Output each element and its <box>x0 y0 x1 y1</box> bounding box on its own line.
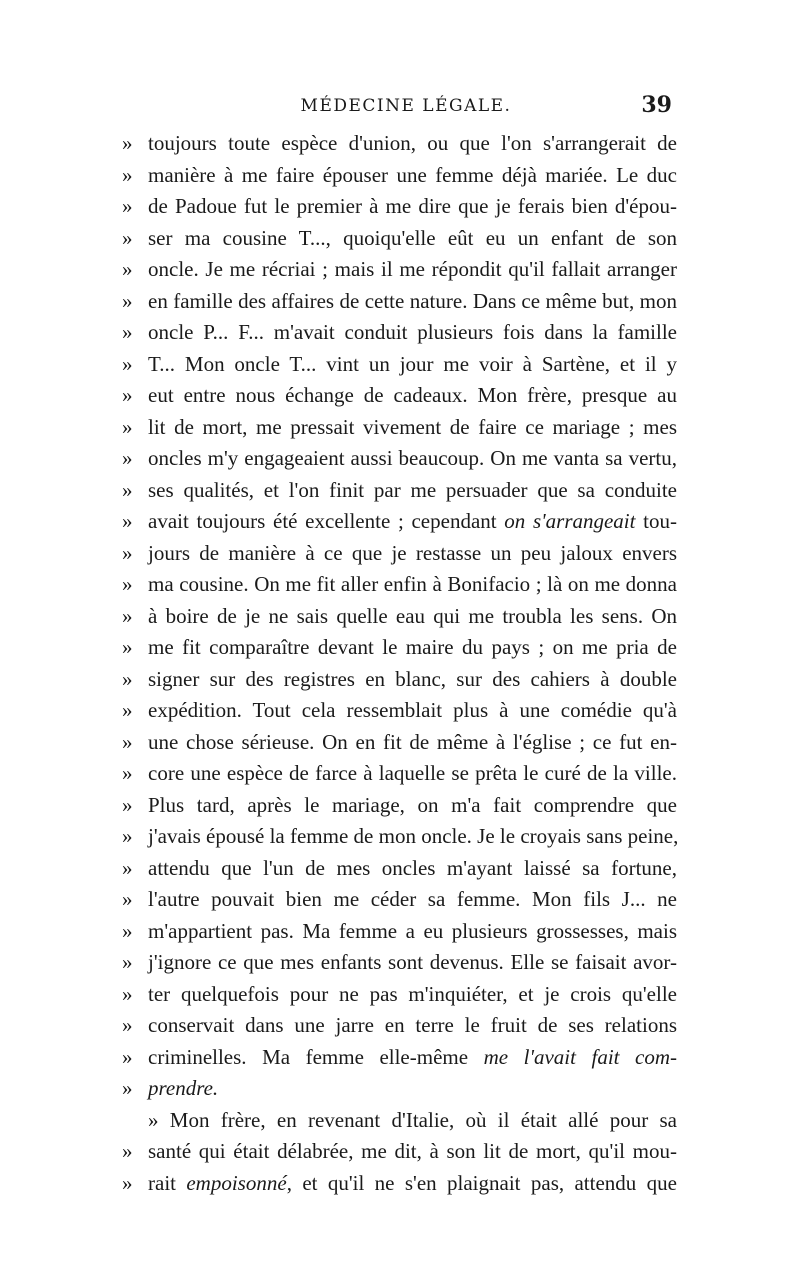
quote-mark: » <box>122 887 133 911</box>
quote-mark: » <box>122 1044 133 1069</box>
text-segment: ser ma cousine T..., quoiqu'elle eût eu un enfant de son <box>148 225 677 250</box>
quote-mark: » <box>122 824 133 848</box>
text-segment: signer sur des registres en blanc, sur des cahiers à double <box>148 666 677 691</box>
quote-mark: » <box>122 603 133 628</box>
text-segment: j'ignore ce que mes enfants sont devenus. Elle se faisait avor- <box>148 950 677 974</box>
text-line <box>122 821 677 853</box>
quote-mark: » <box>122 1076 133 1100</box>
line-text <box>148 380 677 412</box>
line-text <box>148 317 677 349</box>
text-segment: » Mon frère, en revenant d'Italie, où il était allé pour sa <box>148 1107 677 1132</box>
quote-mark: » <box>122 855 133 880</box>
line-text <box>148 1105 677 1137</box>
text-segment: en famille des affaires de cette nature. Dans ce même but, mon <box>148 288 677 313</box>
text-segment: oncle. Je me récriai ; mais il me répondit qu'il fallait arranger <box>148 257 677 281</box>
text-segment: tou- <box>635 509 677 533</box>
text-segment: eut entre nous échange de cadeaux. Mon frère, presque au <box>148 383 677 407</box>
line-text <box>148 884 677 916</box>
line-text <box>148 128 677 160</box>
text-segment: avait toujours été excellente ; cependant <box>148 509 505 533</box>
line-text <box>148 1168 677 1200</box>
italic-segment: prendre. <box>148 1076 219 1100</box>
text-line <box>122 790 677 822</box>
quote-mark: » <box>122 320 133 344</box>
quote-mark: » <box>122 729 133 754</box>
text-line <box>122 569 677 601</box>
text-segment: Plus tard, après le mariage, on m'a fait comprendre que <box>148 792 677 817</box>
text-line <box>122 223 677 255</box>
line-text <box>148 821 677 853</box>
text-segment: ma cousine. On me fit aller enfin à Bonifacio ; là on me donna <box>148 572 677 596</box>
text-line <box>122 160 677 192</box>
quote-mark: » <box>122 1170 133 1195</box>
quote-mark: » <box>122 1013 133 1037</box>
text-line <box>122 1042 677 1074</box>
line-text <box>148 286 677 318</box>
text-line <box>122 979 677 1011</box>
text-segment: à boire de je ne sais quelle eau qui me troubla les sens. On <box>148 603 677 628</box>
line-text <box>148 664 677 696</box>
quote-mark: » <box>122 509 133 533</box>
line-text <box>148 506 677 538</box>
text-line <box>122 916 677 948</box>
quote-mark: » <box>122 257 133 281</box>
quote-mark: » <box>122 981 133 1006</box>
page-header <box>140 92 672 122</box>
text-line <box>122 1073 677 1105</box>
quote-mark: » <box>122 288 133 313</box>
text-segment: core une espèce de farce à laquelle se prêta le curé de la ville. <box>148 761 677 785</box>
text-line <box>122 601 677 633</box>
page-number: 39 <box>641 92 672 118</box>
running-head: MÉDECINE LÉGALE. <box>300 96 512 116</box>
text-segment: ter quelquefois pour ne pas m'inquiéter, et je crois qu'elle <box>148 981 677 1006</box>
text-segment: santé qui était délabrée, me dit, à son lit de mort, qu'il mou- <box>148 1139 677 1163</box>
line-text <box>148 254 677 286</box>
line-text <box>148 475 677 507</box>
text-line <box>122 191 677 223</box>
line-text <box>148 1042 677 1074</box>
text-segment: attendu que l'un de mes oncles m'ayant laissé sa fortune, <box>148 855 677 880</box>
line-text <box>148 758 677 790</box>
quote-mark: » <box>122 162 133 187</box>
quote-mark: » <box>122 635 133 659</box>
quote-mark: » <box>122 540 133 565</box>
text-segment: me fit comparaître devant le maire du pays ; on me pria de <box>148 635 677 659</box>
quote-mark: » <box>122 225 133 250</box>
line-text <box>148 412 677 444</box>
text-segment: expédition. Tout cela ressemblait plus à une comédie qu'à <box>148 698 677 722</box>
text-line <box>122 947 677 979</box>
line-text <box>148 569 677 601</box>
italic-segment: on s'arrangeait <box>504 509 636 533</box>
text-line <box>122 475 677 507</box>
quote-mark: » <box>122 477 133 502</box>
text-segment: l'autre pouvait bien me céder sa femme. Mon fils J... ne <box>148 887 677 911</box>
line-text <box>148 191 677 223</box>
text-line <box>122 538 677 570</box>
text-segment: toujours toute espèce d'union, ou que l'on s'arrangerait de <box>148 131 677 155</box>
quote-mark: » <box>122 351 133 376</box>
quote-mark: » <box>122 950 133 974</box>
text-line <box>122 317 677 349</box>
body-text <box>122 128 677 1199</box>
text-line <box>122 412 677 444</box>
line-text <box>148 632 677 664</box>
quote-mark: » <box>122 1139 133 1163</box>
quote-mark: » <box>122 446 133 470</box>
text-segment: conservait dans une jarre en terre le fruit de ses relations <box>148 1013 677 1037</box>
line-text <box>148 601 677 633</box>
text-segment: jours de manière à ce que je restasse un peu jaloux envers <box>148 540 677 565</box>
text-segment: j'avais épousé la femme de mon oncle. Je le croyais sans peine, <box>148 824 679 848</box>
text-segment: , et qu'il ne s'en plaignait pas, attendu que <box>286 1170 677 1195</box>
text-line <box>122 695 677 727</box>
line-text <box>148 853 677 885</box>
text-line <box>122 443 677 475</box>
line-text <box>148 160 677 192</box>
text-segment: T... Mon oncle T... vint un jour me voir à Sartène, et il y <box>148 351 677 376</box>
line-text <box>148 223 677 255</box>
line-text <box>148 1010 677 1042</box>
line-text <box>148 947 677 979</box>
text-line <box>122 254 677 286</box>
line-text <box>148 695 677 727</box>
text-line <box>122 128 677 160</box>
italic-segment: me l'avait fait com- <box>483 1044 677 1069</box>
quote-mark: » <box>122 131 133 155</box>
quote-mark: » <box>122 572 133 596</box>
quote-mark: » <box>122 698 133 722</box>
text-line <box>122 664 677 696</box>
line-text <box>148 1136 677 1168</box>
line-text <box>148 790 677 822</box>
text-line <box>122 380 677 412</box>
italic-segment: empoisonné <box>186 1170 287 1195</box>
text-line <box>122 1010 677 1042</box>
quote-mark: » <box>122 792 133 817</box>
line-text <box>148 916 677 948</box>
quote-mark: » <box>122 414 133 439</box>
text-line <box>122 1136 677 1168</box>
quote-mark: » <box>122 383 133 407</box>
text-segment: ses qualités, et l'on finit par me persuader que sa conduite <box>148 477 677 502</box>
line-text <box>148 538 677 570</box>
text-segment: une chose sérieuse. On en fit de même à l'église ; ce fut en- <box>148 729 677 754</box>
text-segment: manière à me faire épouser une femme déjà mariée. Le duc <box>148 162 677 187</box>
line-text <box>148 1073 677 1105</box>
text-segment: lit de mort, me pressait vivement de faire ce mariage ; mes <box>148 414 677 439</box>
quote-mark: » <box>122 194 133 218</box>
text-line <box>122 758 677 790</box>
text-segment: oncle P... F... m'avait conduit plusieurs fois dans la famille <box>148 320 677 344</box>
quote-mark: » <box>122 761 133 785</box>
text-line <box>122 349 677 381</box>
text-line <box>122 853 677 885</box>
line-text <box>148 979 677 1011</box>
text-segment: rait <box>148 1170 187 1195</box>
line-text <box>148 349 677 381</box>
text-line <box>122 1105 677 1137</box>
quote-mark: » <box>122 666 133 691</box>
text-line <box>122 286 677 318</box>
text-segment: oncles m'y engageaient aussi beaucoup. On me vanta sa vertu, <box>148 446 677 470</box>
text-segment: m'appartient pas. Ma femme a eu plusieurs grossesses, mais <box>148 918 677 943</box>
text-segment: criminelles. Ma femme elle-même <box>148 1044 484 1069</box>
text-line <box>122 884 677 916</box>
line-text <box>148 727 677 759</box>
text-line <box>122 727 677 759</box>
text-line <box>122 632 677 664</box>
text-line <box>122 1168 677 1200</box>
text-line <box>122 506 677 538</box>
line-text <box>148 443 677 475</box>
text-segment: de Padoue fut le premier à me dire que je ferais bien d'épou- <box>148 194 677 218</box>
quote-mark: » <box>122 918 133 943</box>
